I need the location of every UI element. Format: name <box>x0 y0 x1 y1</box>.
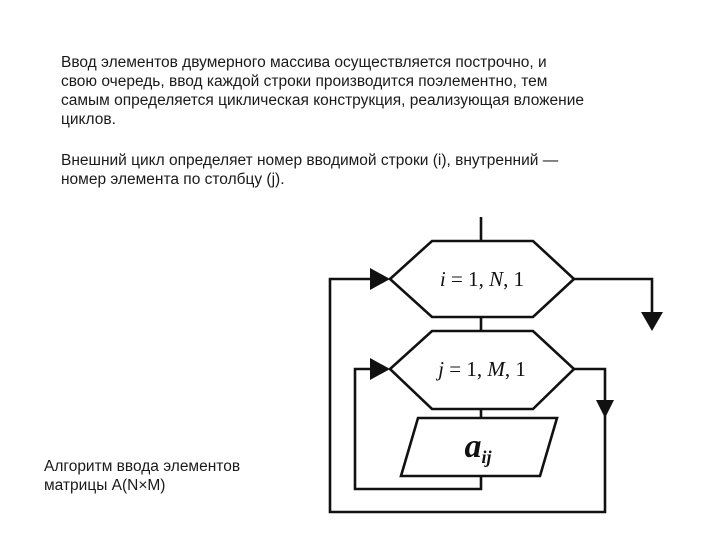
paragraph-line: свою очередь, ввод каждой строки производится поэлементно, тем <box>61 73 548 90</box>
arrow-outer-exit-down-icon <box>641 312 663 331</box>
outer-loop-label: i = 1, N, 1 <box>439 267 525 291</box>
paragraph-line: циклов. <box>61 111 116 128</box>
paragraph-line: Ввод элементов двумерного массива осуществляется построчно, и <box>61 54 547 71</box>
input-element-label: aij <box>464 428 492 467</box>
arrow-inner-exit-down-icon <box>596 400 614 418</box>
arrow-outer-entry-icon <box>370 268 390 290</box>
inner-return-line <box>355 369 481 489</box>
inner-loop-label: j = 1, M, 1 <box>438 357 526 381</box>
caption-line: Алгоритм ввода элементов <box>44 458 241 475</box>
paragraph-line: номер элемента по столбцу (j). <box>61 171 285 188</box>
paragraph-line: самым определяется циклическая конструкция, реализующая вложение <box>61 92 585 109</box>
outer-exit-line <box>574 279 652 312</box>
paragraph-line: Внешний цикл определяет номер вводимой строки (i), внутренний — <box>61 152 559 169</box>
arrow-inner-entry-icon <box>370 358 390 380</box>
caption-line: матрицы A(N×M) <box>44 477 166 494</box>
inner-exit-line <box>574 369 605 400</box>
